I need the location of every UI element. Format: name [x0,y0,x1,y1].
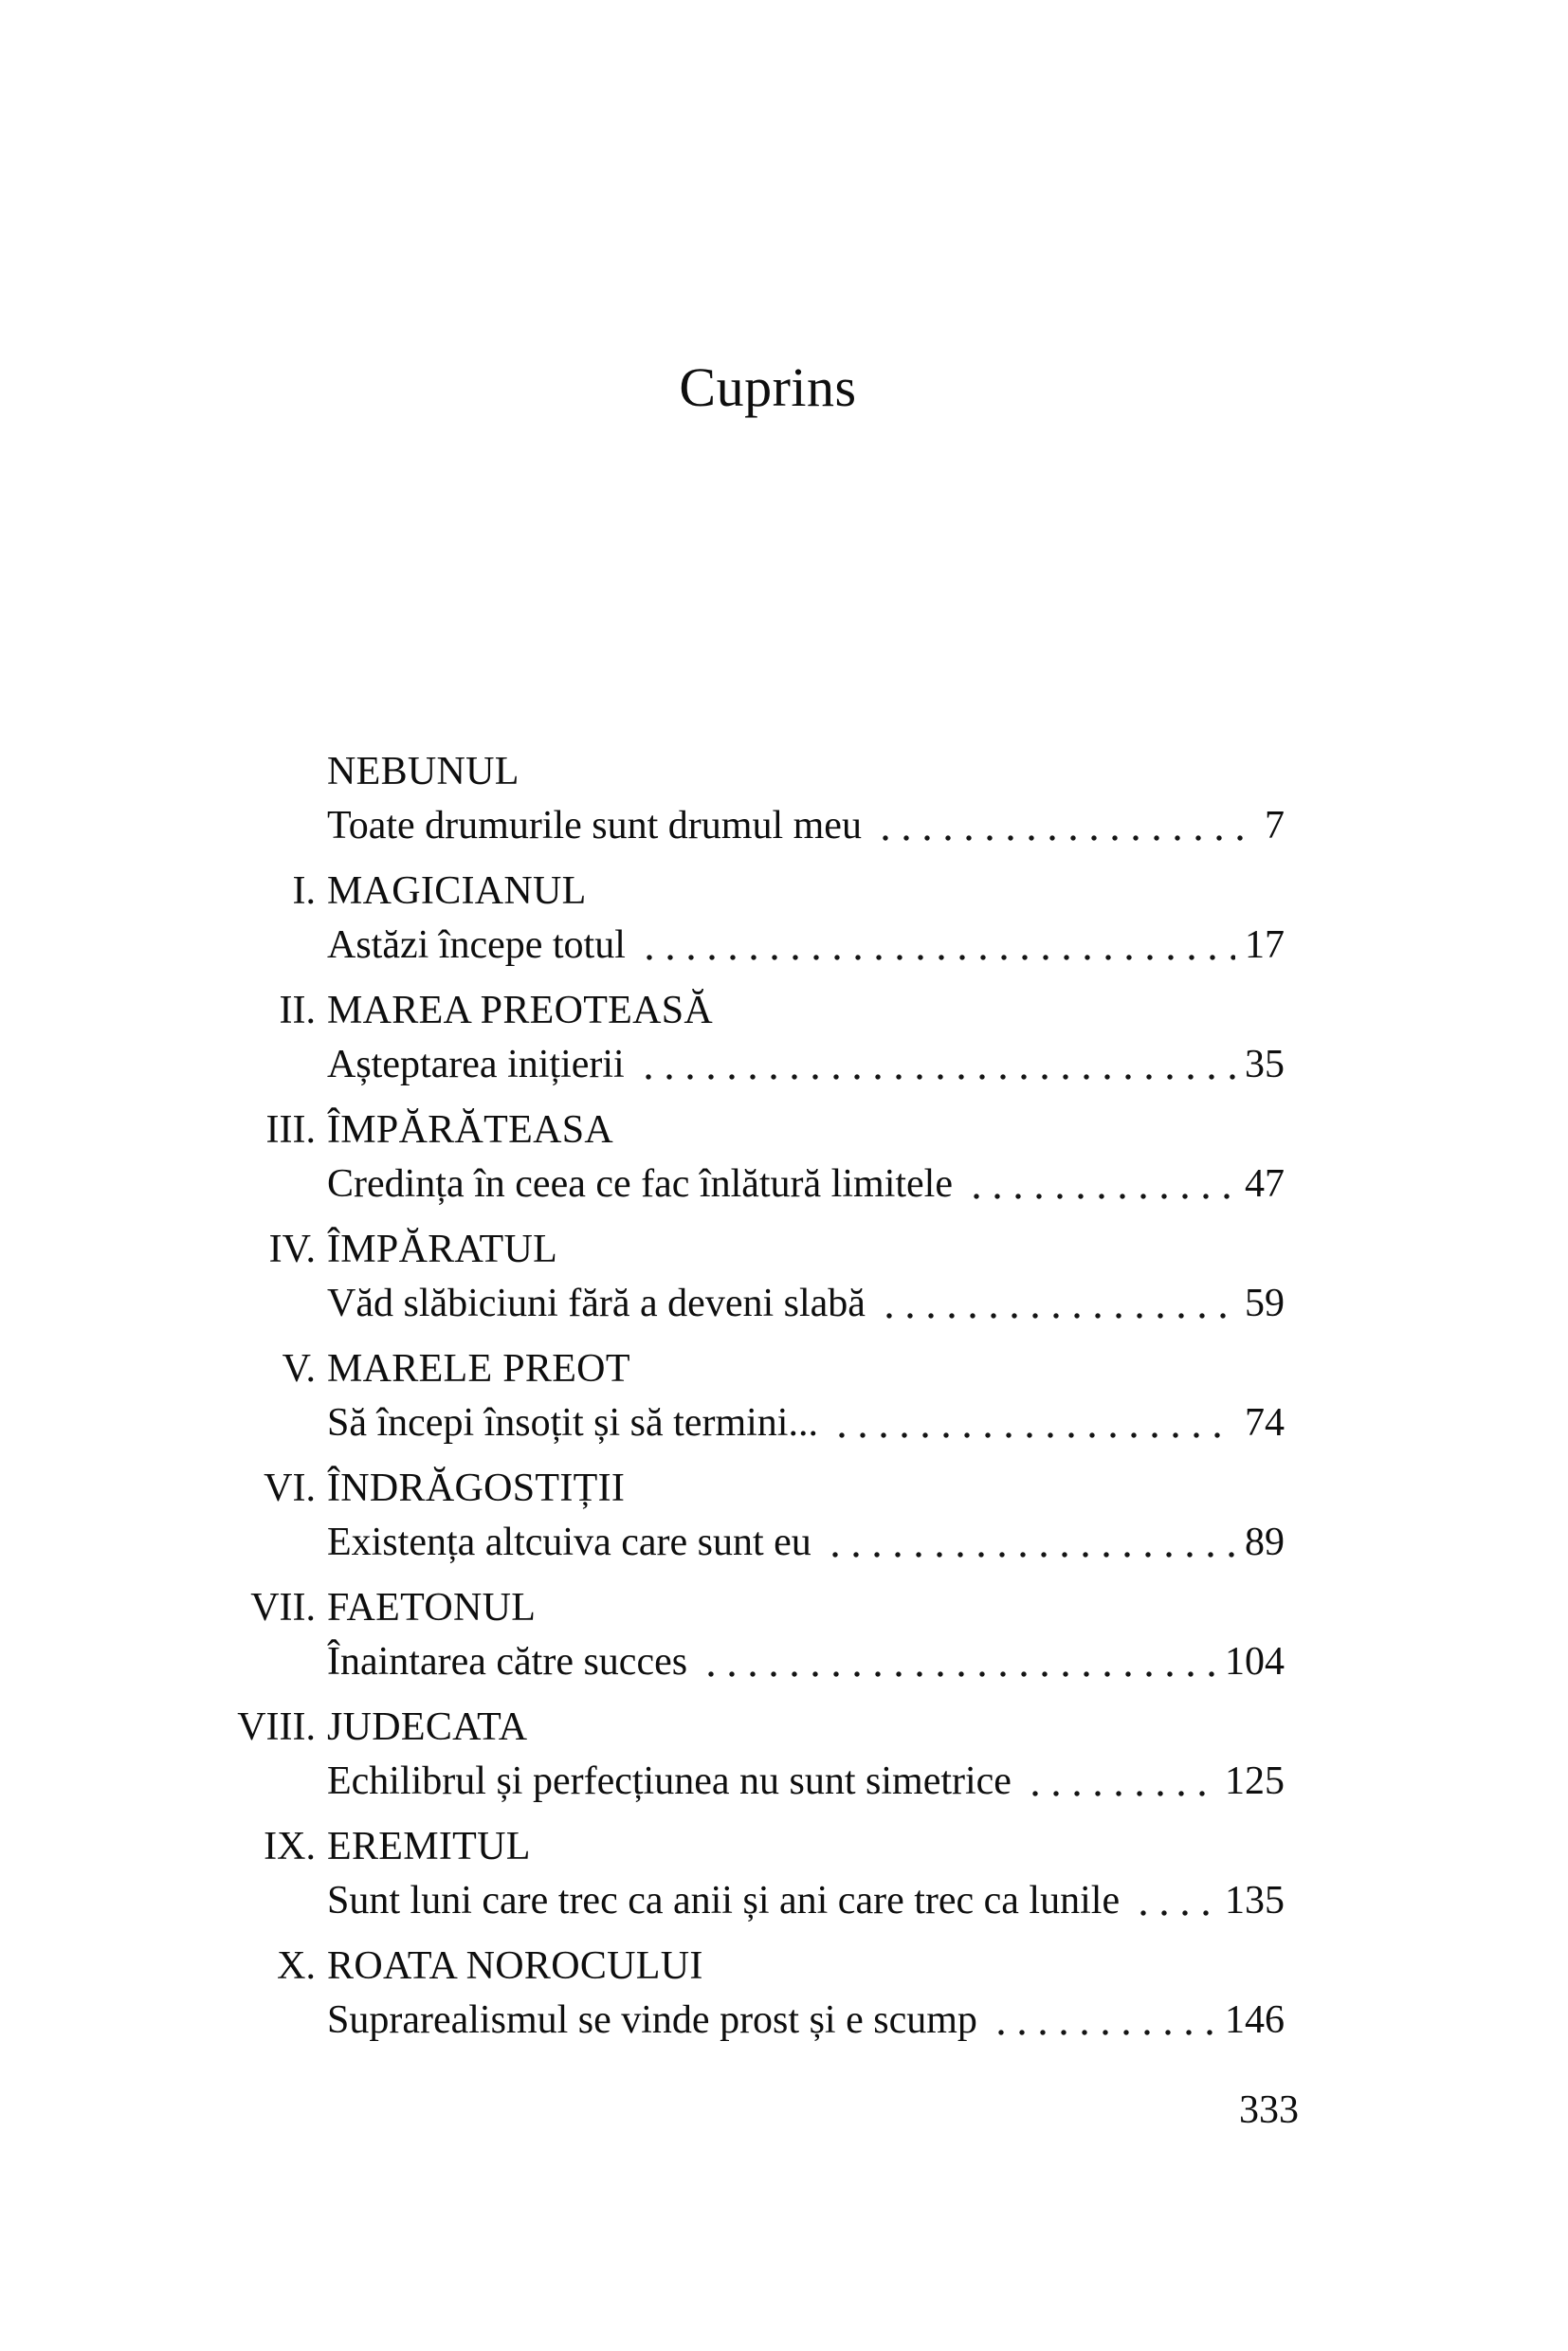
toc-entry [237,1342,1285,1450]
toc-entry-page-number: 7 [1265,804,1285,847]
toc-entry-page-number: 35 [1245,1043,1285,1086]
toc-entry-numeral: IV. [268,1228,316,1271]
toc-entry-subtitle: Să începi însoțit și să termini... [327,1401,818,1445]
toc-entry-page-number: 104 [1225,1640,1285,1684]
dot-leader [811,1516,1245,1570]
toc-entry [237,1701,1285,1809]
dot-leader [1120,1874,1225,1928]
toc-entry-title: MAREA PREOTEASĂ [327,989,714,1032]
dot-leader [626,919,1245,973]
toc-entry-numeral: X. [277,1944,316,1988]
toc-entry-subtitle: Suprarealismul se vinde prost și e scump [327,1998,977,2042]
toc-entry-numeral: IX. [264,1825,316,1868]
toc-entry-numeral: III. [265,1108,316,1152]
toc-entry-subtitle: Existența altcuiva care sunt eu [327,1521,811,1564]
toc-entry [237,1462,1285,1570]
dot-leader [687,1635,1225,1689]
toc-entry-numeral: V. [282,1347,316,1391]
toc-entry-page-number: 135 [1225,1879,1285,1923]
toc-entry-page-number: 74 [1245,1401,1285,1445]
toc-entry-title: ÎMPĂRĂTEASA [327,1108,613,1152]
toc-entry-page-number: 125 [1225,1759,1285,1803]
toc-entry-subtitle: Văd slăbiciuni fără a deveni slabă [327,1282,866,1325]
dot-leader [866,1277,1245,1331]
toc-entry [237,865,1285,973]
dot-leader [1012,1755,1225,1809]
toc-entry [237,1820,1285,1928]
toc-entry-title: MARELE PREOT [327,1347,630,1391]
toc-entry-subtitle: Toate drumurile sunt drumul meu [327,804,862,847]
toc-entry [237,1103,1285,1212]
table-of-contents [237,745,1285,2059]
toc-entry [237,984,1285,1092]
toc-entry-subtitle: Sunt luni care trec ca anii și ani care trec ca lunile [327,1879,1121,1923]
toc-entry-page-number: 59 [1245,1282,1285,1325]
toc-entry-page-number: 89 [1245,1521,1285,1564]
toc-entry-page-number: 47 [1245,1162,1285,1206]
toc-entry-title: JUDECATA [327,1705,528,1749]
toc-entry-numeral [237,745,316,853]
dot-leader [977,1994,1225,2048]
toc-entry-subtitle: Înaintarea către succes [327,1640,688,1684]
toc-entry-title: ROATA NOROCULUI [327,1944,703,1988]
folio-page-number: 333 [1239,2088,1299,2132]
toc-entry-title: ÎMPĂRATUL [327,1228,558,1271]
toc-entry-page-number: 17 [1245,923,1285,967]
toc-entry-title: NEBUNUL [327,750,520,793]
toc-entry-page-number: 146 [1225,1998,1285,2042]
toc-entry-title: MAGICIANUL [327,869,587,913]
toc-entry [237,1581,1285,1689]
toc-entry-subtitle: Echilibrul și perfecțiunea nu sunt simetrice [327,1759,1012,1803]
dot-leader [818,1396,1245,1450]
toc-entry [237,1223,1285,1331]
toc-entry-subtitle: Credința în ceea ce fac înlătură limitele [327,1162,953,1206]
dot-leader [625,1038,1245,1092]
dot-leader [862,799,1265,853]
toc-entry-numeral: I. [292,869,316,913]
toc-entry-title: FAETONUL [327,1586,537,1630]
dot-leader [953,1157,1245,1212]
page-title: Cuprins [679,356,857,418]
toc-entry-title: EREMITUL [327,1825,531,1868]
toc-entry-numeral: II. [279,989,316,1032]
toc-entry-numeral: VII. [250,1586,316,1630]
toc-entry [237,1940,1285,2048]
toc-entry [237,745,1285,853]
toc-entry-numeral: VIII. [237,1705,316,1749]
toc-entry-subtitle: Așteptarea inițierii [327,1043,625,1086]
toc-entry-subtitle: Astăzi începe totul [327,923,626,967]
toc-entry-numeral: VI. [264,1467,316,1510]
toc-entry-title: ÎNDRĂGOSTIȚII [327,1467,626,1510]
